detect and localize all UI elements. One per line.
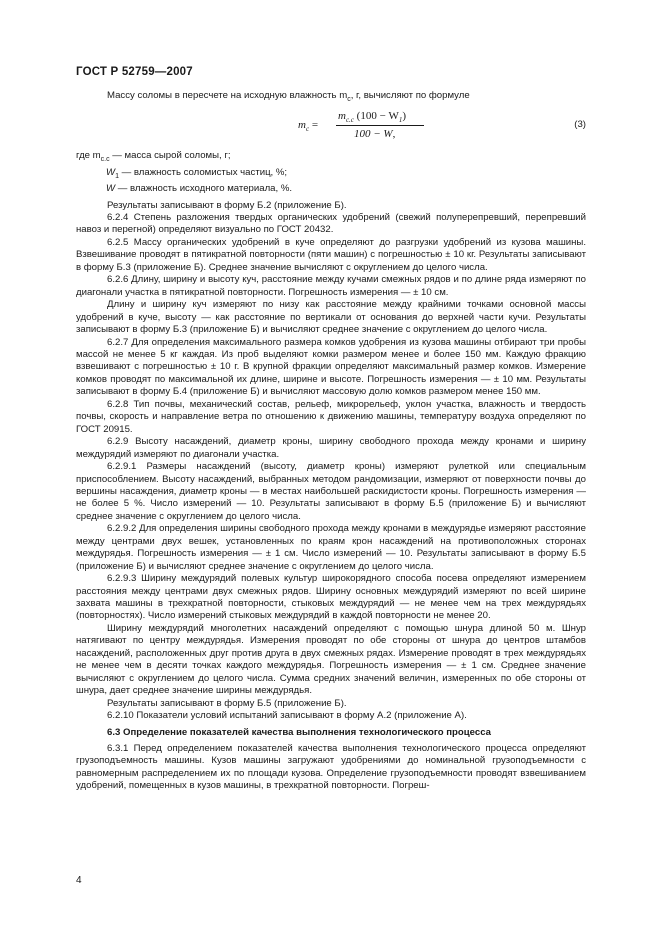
paragraph: 6.2.9.1 Размеры насаждений (высоту, диаметр кроны) измеряют рулеткой или специальным приспособлением. Высоту насаждений, выбранных методом рандомизации, измеряют от поверхности почвы до вершины насаждения, диаметр кроны — в местах наибольшей раскидистости кроны. Погрешность измерения — не более 5 %. Число измерений — 10. Результаты записывают в форму Б.5 (приложение Б) и вычисляют среднее значение с округлением до целого числа.	[76, 461, 586, 522]
page-number: 4	[76, 875, 82, 886]
section-title: 6.3 Определение показателей качества выполнения технологического процесса	[107, 726, 492, 738]
document-body	[76, 90, 586, 793]
definition-1: где $m_{с.с}$ — масса сырой соломы, г;	[76, 150, 231, 164]
paragraph: 6.2.10 Показатели условий испытаний записывают в форму А.2 (приложение А).	[107, 710, 467, 722]
paragraph: 6.2.9.3 Ширину междурядий полевых культур широкорядного способа посева определяют измерением расстояния между центрами двух смежных рядов. Ширину основных междурядий измеряют по всей ширине захвата машины в трехкратной повторности, стыковых междурядий — не менее чем на трех междурядьях (повторностях). Число измерений стыковых междурядий в каждой повторности не менее 20.	[76, 573, 586, 622]
paragraph: 6.2.5 Массу органических удобрений в куче определяют до разгрузки удобрений из кузова машины. Взвешивание проводят в пятикратной повторности (пяти машин) с погрешностью ± 10 кг. Результаты записывают в форму Б.3 (приложение Б). Среднее значение вычисляют с округлением до целого числа.	[76, 236, 586, 273]
paragraph: Длину и ширину куч измеряют по низу как расстояние между крайними точками основной массы удобрений в куче, высоту — как расстояние по вертикали от основания до верхней части кучи. Результаты записывают в форму Б.3 (приложение Б) и вычисляют среднее значение с округлением до целого числа.	[76, 299, 586, 336]
formula-number: (3)	[574, 119, 586, 131]
document-header: ГОСТ Р 52759—2007	[76, 66, 193, 78]
definition-2: $W_1$ — влажность соломистых частиц, %;	[106, 166, 288, 180]
formula-denominator: 100 − W,	[354, 128, 396, 141]
paragraph: 6.2.9.2 Для определения ширины свободного прохода между кронами в междурядье измеряют расстояние между центрами двух вешек, установленных по краям крон насаждений на противоположных сторонах междурядья. Погрешность измерения — ± 1 см. Число измерений — 10. Результаты записывают в форму Б.5 (приложение Б) и вычисляют среднее значение с округлением до целого числа.	[76, 523, 586, 572]
paragraph: 6.2.9 Высоту насаждений, диаметр кроны, ширину свободного прохода между кронами и ширину междурядий измеряют по диагонали участка.	[76, 436, 586, 460]
paragraph: Ширину междурядий многолетних насаждений определяют с помощью шнура длиной 50 м. Шнур натягивают по центру междурядья. Измерения проводят по обе стороны от шнура до центров штамбов насаждений, расположенных друг против друга в двух смежных рядах. Измерение проводят в трех междурядьях не менее чем в десяти точках каждого междурядья. Погрешность измерения — ± 1 см. Среднее значение вычисляют с округлением до целого числа. Сумма средних значений величин, измеренных по обе стороны от шнура, дает среднее значение ширины междурядья.	[76, 622, 586, 697]
paragraph: Результаты записывают в форму Б.5 (приложение Б).	[107, 697, 347, 709]
paragraph: 6.2.7 Для определения максимального размера комков удобрения из кузова машины отбирают три пробы массой не менее 5 кг каждая. Из проб выделяют комки размером менее и более 150 мм. Каждую фракцию взвешивают с погрешностью ± 10 г. В крупной фракции определяют максимальный размер комков. Измерение комков проводят по максимальной их длине, ширине и высоте. Погрешность измерения — ± 10 мм. Результаты записывают в форму Б.4 (приложение Б) и вычисляют массовую долю комков размером менее 150 мм.	[76, 336, 586, 398]
paragraph: 6.2.4 Степень разложения твердых органических удобрений (свежий полуперепревший, перепревший навоз и перегной) определяют визуально по ГОСТ 20432.	[76, 211, 586, 236]
formula-numerator: $m_{с.с}$ $(100 - W_1)$	[338, 110, 407, 125]
formula-lhs: $m_с$ =	[298, 119, 319, 134]
paragraph: 6.3.1 Перед определением показателей качества выполнения технологического процесса определяют грузоподъемность машины. Кузов машины загружают удобрениями до номинальной грузоподъемности с равномерным распределением их по площади кузова. Определение грузоподъемности проводят взвешиванием удобрений, помещенных в кузов машины, в трехкратной повторности. Погреш-	[76, 743, 586, 792]
fraction-bar	[336, 125, 424, 126]
paragraph: Результаты записывают в форму Б.2 (приложение Б).	[107, 199, 347, 211]
formula-3	[76, 108, 586, 146]
paragraph: 6.2.6 Длину, ширину и высоту куч, расстояние между кучами смежных рядов и по длине ряда измеряют по диагонали участка в пятикратной повторности. Погрешность измерения — ± 10 см.	[76, 274, 586, 298]
formula-intro: Массу соломы в пересчете на исходную влажность $m_с$, г, вычисляют по формуле	[107, 90, 470, 103]
definition-3: W — влажность исходного материала, %.	[106, 183, 293, 195]
paragraph: 6.2.8 Тип почвы, механический состав, рельеф, микрорельеф, уклон участка, влажность и твердость почвы, скорость и направление ветра по отношению к движению машины, температуру воздуха определяют по ГОСТ 20915.	[76, 398, 586, 435]
